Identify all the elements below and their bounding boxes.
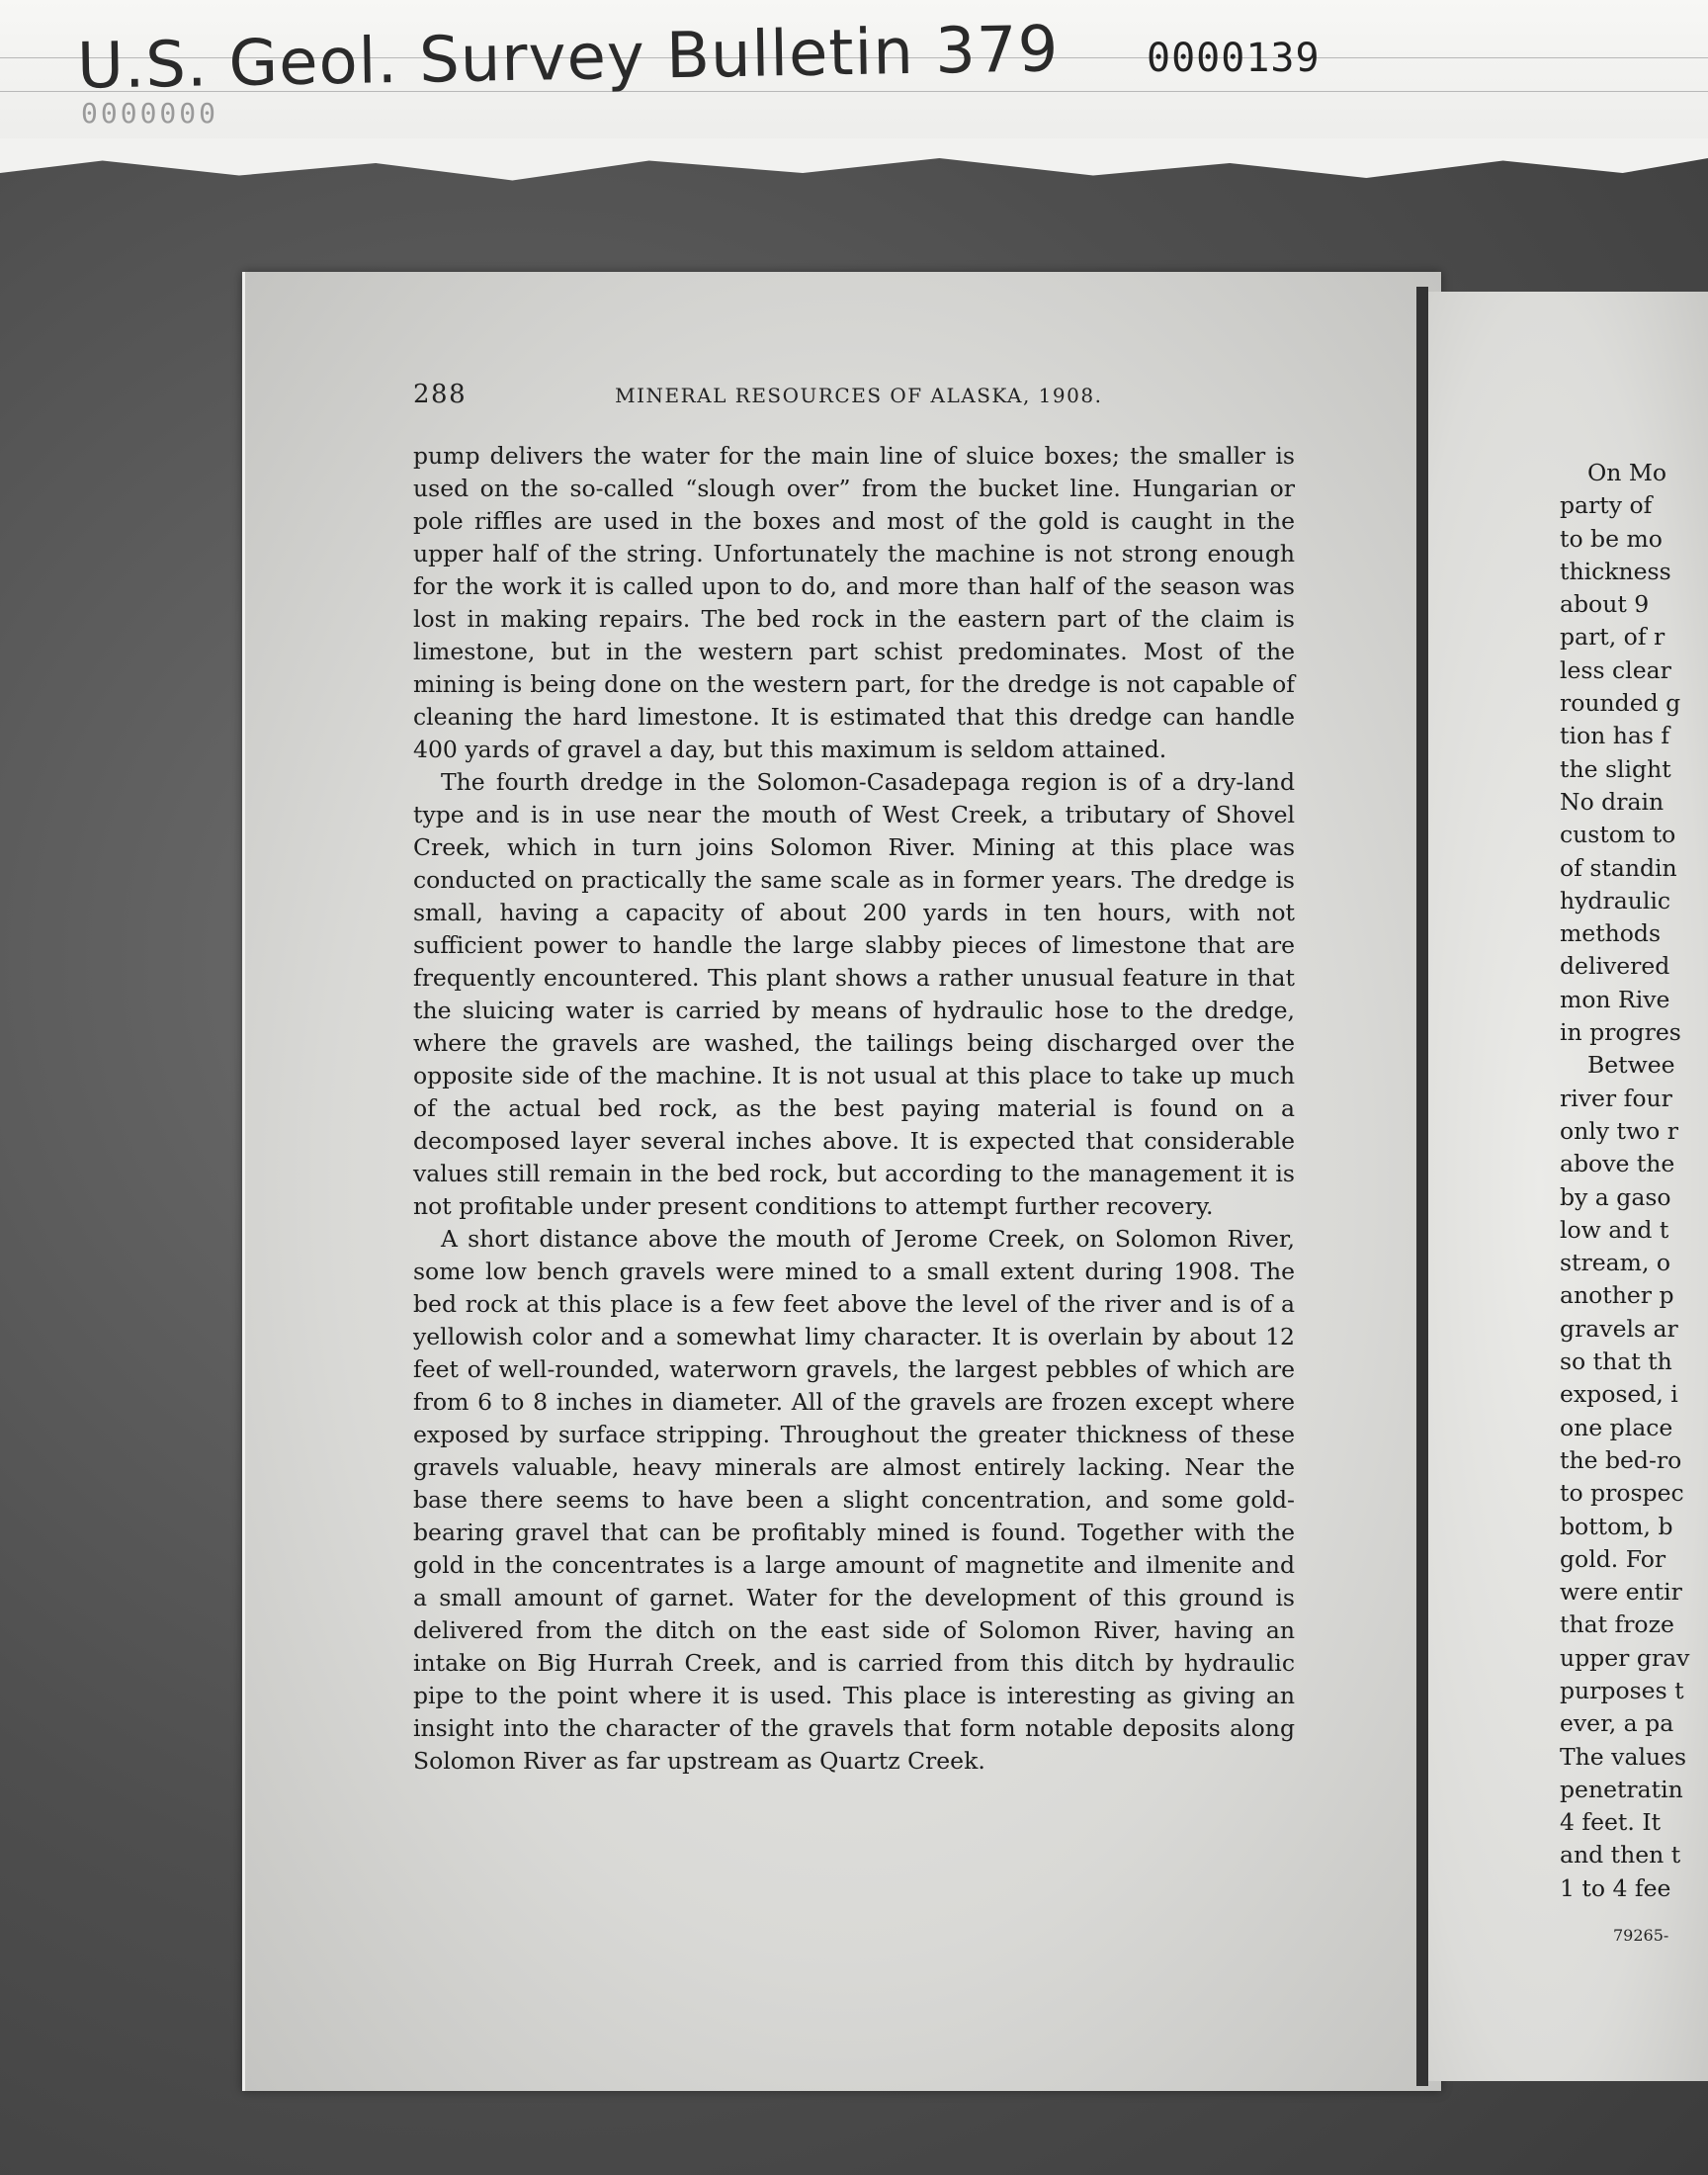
right-page-text	[1560, 457, 1708, 1905]
page-number: 288	[413, 380, 468, 409]
right-page-line: upper grav	[1560, 1643, 1690, 1672]
right-page-line: by a gaso	[1560, 1182, 1671, 1211]
right-page-line: custom to	[1560, 821, 1676, 849]
right-page-line: No drain	[1560, 787, 1665, 816]
paragraph: A short distance above the mouth of Jerome Creek, on Solomon River, some low bench gravels were mined to a small extent during 1908. The bed rock at this place is a few feet above the level of the river and is of a yellowish color and a somewhat limy character. It is overlain by about 12 feet of well-rounded, waterworn gravels, the largest pebbles of which are from 6 to 8 inches in diameter. All of the gravels are frozen except where exposed by surface stripping. Throughout the greater thickness of these gravels valuable, heavy minerals are almost entirely lacking. Near the base there seems to have been a slight concentration, and some gold-bearing gravel that can be profitably mined is found. Together with the gold in the concentrates is a large amount of magnetite and ilmenite and a small amount of garnet. Water for the development of this ground is delivered from the ditch on the east side of Solomon River, having an intake on Big Hurrah Creek, and is carried from this ditch by hydraulic pipe to the point where it is used. This place is interesting as giving an insight into the character of the gravels that form notable deposits along Solomon River as far upstream as Quartz Creek.	[413, 1225, 1295, 1775]
right-page-line: the slight	[1560, 754, 1671, 783]
right-page-line: less clear	[1560, 655, 1671, 684]
right-page-line: another p	[1560, 1281, 1674, 1310]
right-page-line: that froze	[1560, 1610, 1674, 1639]
right-page-line: delivered	[1560, 952, 1670, 981]
right-page-line: methods	[1560, 919, 1662, 948]
right-page-line: about 9	[1560, 590, 1650, 619]
right-page-line: rounded g	[1560, 689, 1681, 718]
right-page-line: bottom, b	[1560, 1512, 1673, 1540]
right-page-line: ever, a pa	[1560, 1709, 1674, 1738]
right-page-line: purposes t	[1560, 1676, 1684, 1704]
paragraph: pump delivers the water for the main line of sluice boxes; the smaller is used on the so-called “slough over” from the bucket line. Hungarian or pole riffles are used in the boxes and most of the gold is caught in the upper half of the string. Unfortunately the machine is not strong enough for the work it is called upon to do, and more than half of the season was lost in making repairs. The bed rock in the eastern part of the claim is limestone, but in the western part schist predominates. Most of the mining is being done on the western part, for the dredge is not capable of cleaning the hard limestone. It is estimated that this dredge can handle 400 yards of gravel a day, but this maximum is seldom attained.	[413, 442, 1295, 763]
stamp-number: 0000139	[1147, 36, 1321, 81]
right-page-line: The values	[1560, 1742, 1687, 1771]
right-page-footer: 79265-	[1613, 1926, 1669, 1945]
page-body	[413, 440, 1295, 1778]
right-page-line: river four	[1560, 1084, 1672, 1112]
right-page-line: On Mo	[1587, 459, 1667, 486]
right-page-line: gravels ar	[1560, 1314, 1678, 1343]
right-page-line: and then t	[1560, 1841, 1681, 1870]
page-header	[413, 380, 1303, 409]
right-page-line: 4 feet. It	[1560, 1808, 1662, 1837]
right-page-line: mon Rive	[1560, 985, 1670, 1013]
right-page-line: exposed, i	[1560, 1380, 1678, 1409]
right-page-line: tion has f	[1560, 722, 1670, 750]
right-page-line: Betwee	[1587, 1051, 1675, 1080]
right-page-line: penetratin	[1560, 1775, 1683, 1803]
right-page-line: of standin	[1560, 853, 1677, 882]
right-page-line: stream, o	[1560, 1249, 1671, 1277]
right-page-line: above the	[1560, 1150, 1675, 1178]
right-page-line: were entir	[1560, 1578, 1682, 1607]
right-page-line: 1 to 4 fee	[1560, 1873, 1671, 1902]
right-page-line: so that th	[1560, 1348, 1672, 1376]
right-page-line: one place	[1560, 1413, 1673, 1441]
right-page-line: to be mo	[1560, 524, 1663, 553]
book-gutter	[1416, 287, 1428, 2086]
right-page-line: only two r	[1560, 1116, 1678, 1145]
right-page-line: part, of r	[1560, 623, 1665, 652]
right-page-line: the bed-ro	[1560, 1445, 1682, 1474]
faint-code: 0000000	[81, 97, 219, 130]
right-page-line: gold. For	[1560, 1544, 1666, 1573]
right-page-line: thickness	[1560, 557, 1671, 585]
right-page-line: party of	[1560, 491, 1653, 520]
running-head: MINERAL RESOURCES OF ALASKA, 1908.	[615, 384, 1103, 407]
right-page-line: hydraulic	[1560, 886, 1671, 914]
right-page-line: to prospec	[1560, 1479, 1684, 1508]
right-page-line: low and t	[1560, 1215, 1669, 1244]
right-page-line: in progres	[1560, 1018, 1681, 1047]
paragraph: The fourth dredge in the Solomon-Casadepaga region is of a dry-land type and is in use near the mouth of West Creek, a tributary of Shovel Creek, which in turn joins Solomon River. Mining at this place was conducted on practically the same scale as in former years. The dredge is small, having a capacity of about 200 yards in ten hours, with not sufficient power to handle the large slabby pieces of limestone that are frequently encountered. This plant shows a rather unusual feature in that the sluicing water is carried by means of hydraulic hose to the dredge, where the gravels are washed, the tailings being discharged over the opposite side of the machine. It is not usual at this place to take up much of the actual bed rock, as the best paying material is found on a decomposed layer several inches above. It is expected that considerable values still remain in the bed rock, but according to the management it is not profitable under present conditions to attempt further recovery.	[413, 768, 1295, 1220]
handwritten-title: U.S. Geol. Survey Bulletin 379	[76, 13, 1060, 104]
